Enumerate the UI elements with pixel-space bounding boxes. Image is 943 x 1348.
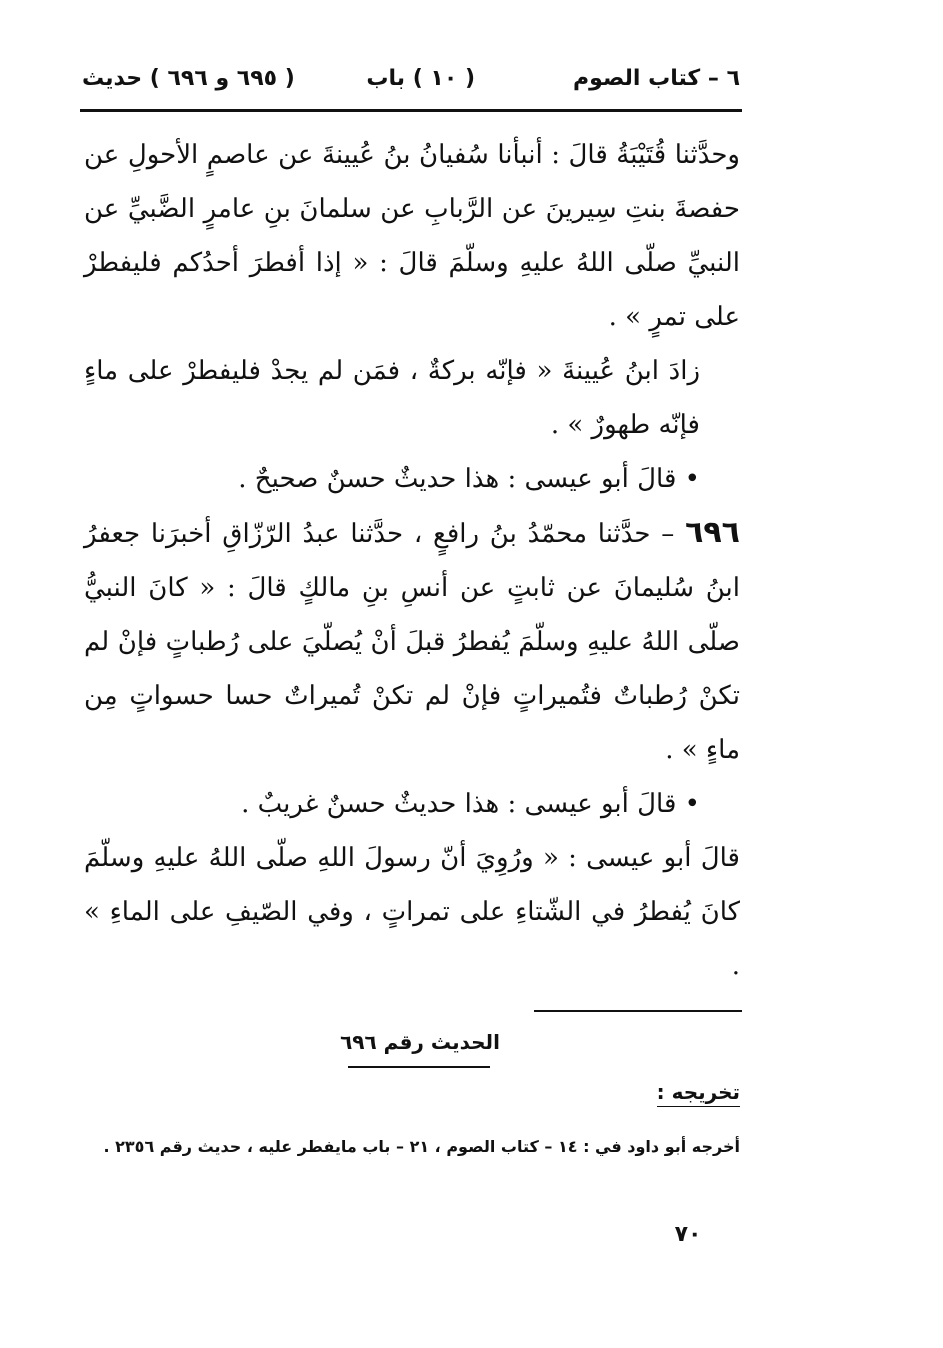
header-hadith-range: ( ٦٩٥ و ٦٩٦ ) حديث [82,66,295,91]
main-text [84,128,740,993]
paragraph-hadith-696 [84,506,740,777]
paragraph-abu-isa-note: قالَ أبو عيسى : « ورُوِيَ أنّ رسولَ اللهِ صلّى اللهُ عليهِ وسلّمَ كانَ يُفطرُ في الشّتاءِ على تمراتٍ ، وفي الصّيفِ على الماءِ » . [84,843,740,981]
hadith-696-text: – حدَّثنا محمّدُ بنُ رافعٍ ، حدَّثنا عبدُ الرّزّاقِ أخبرَنا جعفرُ ابنُ سُليمانَ عن ثابتٍ عن أنسِ بنِ مالكٍ قالَ : « كانَ النبيُّ صلّى اللهُ عليهِ وسلّمَ يُفطرُ قبلَ أنْ يُصلّيَ على رُطباتٍ فإنْ لم تكنْ رُطباتٌ فتُميراتٍ فإنْ لم تكنْ تُميراتٌ حسا حسواتٍ مِن ماءٍ » . [84,519,740,765]
header-book-title: ٦ – كتاب الصوم [573,66,740,91]
notes-title: الحديث رقم ٦٩٦ [340,1030,500,1054]
header-rule [80,109,742,112]
running-header [82,62,740,102]
paragraph-grading-695: • قالَ أبو عيسى : هذا حديثٌ حسنٌ صحيحٌ . [238,464,700,494]
hadith-number-696: ٦٩٦ [685,515,740,550]
takhrij-label: تخريجه : [657,1080,740,1107]
page-number: ٧٠ [674,1222,702,1247]
header-chapter: ( ١٠ ) باب [366,66,475,91]
notes-title-underline [348,1066,490,1068]
footnote-separator [534,1010,742,1012]
paragraph-hadith-695: وحدَّثنا قُتَيْبَةُ قالَ : أنبأنا سُفيانُ بنُ عُيينةَ عن عاصمٍ الأحولِ عن حفصةَ بنتِ سِيرينَ عن الرَّبابِ عن سلمانَ بنِ عامرٍ الضَّبيِّ عن النبيِّ صلّى اللهُ عليهِ وسلّمَ قالَ : « إذا أفطرَ أحدُكم فليفطرْ على تمرٍ » . [84,140,740,332]
takhrij-text: أخرجه أبو داود في : ١٤ – كتاب الصوم ، ٢١ – باب مايفطر عليه ، حديث رقم ٢٣٥٦ . [103,1137,740,1156]
paragraph-grading-696: • قالَ أبو عيسى : هذا حديثٌ حسنٌ غريبٌ . [241,789,700,819]
paragraph-addition: زادَ ابنُ عُيينةَ « فإنّه بركةٌ ، فمَن لم يجدْ فليفطرْ على ماءٍ فإنّه طهورٌ » . [84,356,700,440]
